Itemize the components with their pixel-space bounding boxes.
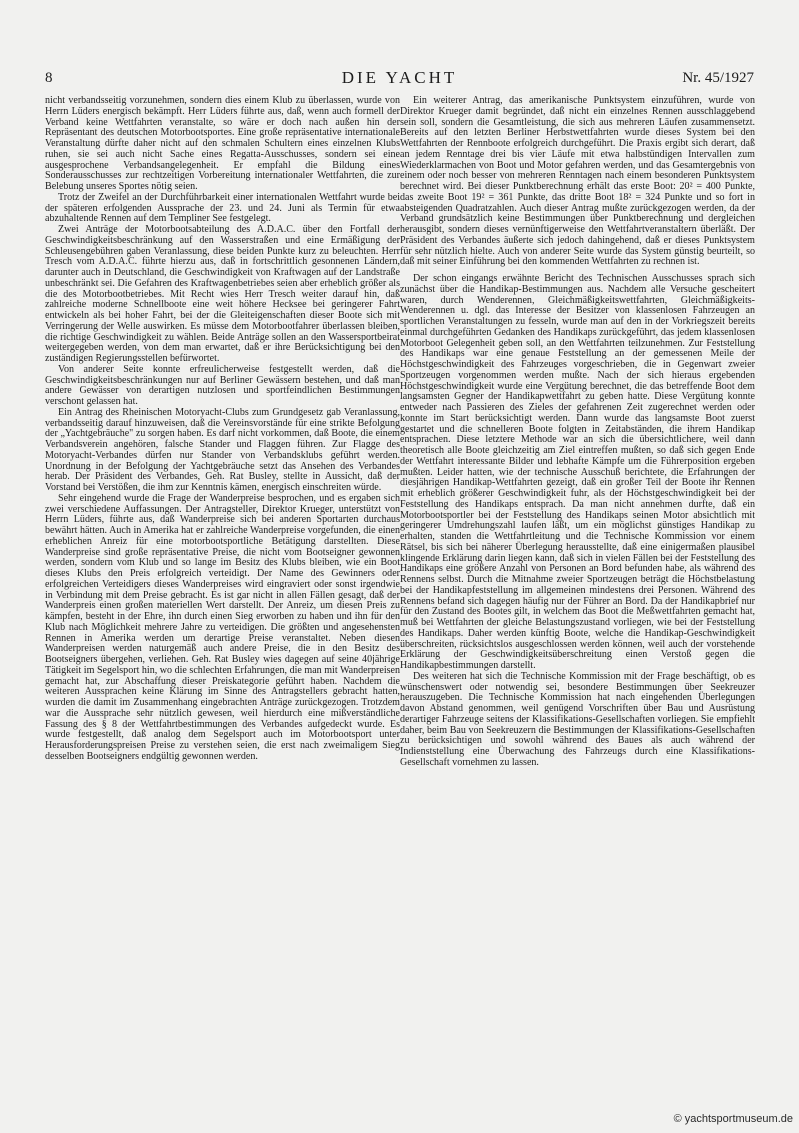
paragraph: Trotz der Zweifel an der Durchführbarkeit einer internationalen Wettfahrt wurde bei der späteren erfolgenden Aussprache der 23. und 24. Juni als Termin für etwa abzuhaltende Rennen auf dem Templiner See festgelegt. [45,191,400,225]
paragraph: Sehr eingehend wurde die Frage der Wanderpreise besprochen, und es ergaben sich zwei verschiedene Auffassungen. Der Antragsteller, Direktor Krueger, unterstützt von Herrn Lüders, führte aus, daß Wanderpreise sich bei anderen Sportarten durchaus bewährt hätten. Auch in Amerika hat er zahlreiche Wanderpreise vorgefunden, die einen erheblichen Anreiz für eine motorbootsportliche Betätigung darstellten. Diese Wanderpreise sind große repräsentative Preise, die nicht vom Bootseigner gewonnen werden, sondern vom Klub und so lange im Besitz des Klubs bleiben, wie ein Boot dieses Klubs den Preis erfolgreich verteidigt. Der Name des Gewinners oder erfolgreichen Verteidigers dieses Wanderpreises wird eingraviert oder sonst irgendwie in Verbindung mit dem Preise gebracht. Es ist gar nicht in allen Fällen gesagt, daß der Wanderpreis einen großen materiellen Wert darstellt. Der Anreiz, um diesen Preis zu kämpfen, besteht in der Ehre, ihn durch einen Sieg erworben zu haben und ihn für den Klub nach Möglichkeit mehrere Jahre zu verteidigen. Die größten und angesehensten Rennen in Amerika werden um derartige Preise veranstaltet. Neben diesen Wanderpreisen werden naturgemäß auch andere Preise, die in den Besitz des Bootseigners übergehen, verliehen. Geh. Rat Busley wies dagegen auf seine 40jährige Tätigkeit im Segelsport hin, wo die schlechten Erfahrungen, die man mit Wanderpreisen gemacht hat, zur Abschaffung dieser Preiskategorie geführt haben. Nachdem die weiteren Aussprachen keine Klärung im Sinne des Antragstellers gebracht hatten, wurden die damit im Zusammenhang eingebrachten Anträge zurückgezogen. Trotzdem war die Aussprache sehr nützlich gewesen, weil hierdurch eine mißverständliche Fassung des § 8 der Wettfahrtbestimmungen des Verbandes aufgedeckt wurde. Es wurde festgestellt, daß analog dem Segelsport auch im Motorbootsport unter Herausforderungspreisen Preise zu verstehen seien, die erst nach zweimaligem Sieg desselben Bootseigners endgültig gewonnen werden. [45,492,400,762]
paragraph: Von anderer Seite konnte erfreulicherweise festgestellt werden, daß die Geschwindigkeitsbeschränkungen nur auf Berliner Gewässern bestehen, und daß man andere Gewässer von derartigen nutzlosen und sportfeindlichen Bestimmungen verschont gelassen hat. [45,363,400,407]
copyright-watermark: © yachtsportmuseum.de [673,1113,793,1125]
paragraph: nicht verbandsseitig vorzunehmen, sondern dies einem Klub zu überlassen, wurde von Herrn Lüders energisch bekämpft. Herr Lüders führte aus, daß, wenn auch formell der Verband keine Wettfahrten veranstalte, so wäre er doch nach außen hin der Repräsentant des deutschen Motorbootsportes. Eine große repräsentative internationale Veranstaltung dürfte daher nicht auf den schmalen Schultern eines einzelnen Klubs ruhen, sie sei auch nicht Sache eines Regatta-Ausschusses, sondern sei eine ausgesprochene Verbandsangelegenheit. Er empfahl die Bildung eines Sonderausschusses zur rechtzeitigen Vorbereitung internationaler Wettfahrten, die zur Belebung unseres Sportes nötig seien. [45,95,400,192]
paragraph: Des weiteren hat sich die Technische Kommission mit der Frage beschäftigt, ob es wünschenswert oder notwendig sei, besondere Bestimmungen über Seekreuzer herauszugeben. Die Technische Kommission hat nach eingehenden Überlegungen davon Abstand genommen, weil genügend Vorschriften über Bau und Ausrüstung derartiger Fahrzeuge seitens der Klassifikations-Gesellschaften vorliegen. Sie empfiehlt daher, beim Bau von Seekreuzern die Bestimmungen der Klassifikations-Gesellschaften zu berücksichtigen und sowohl während des Baues als auch während der Indienststellung eine Überwachung des Fahrzeugs durch eine Klassifikations-Gesellschaft vornehmen zu lassen. [400,670,755,768]
paragraph: Ein Antrag des Rheinischen Motoryacht-Clubs zum Grundgesetz gab Veranlassung, verbandsseitig darauf hinzuweisen, daß die Vereinsvorstände für eine strikte Befolgung der „Yachtgebräuche" zu sorgen haben. Es darf nicht vorkommen, daß Boote, die einem Verbandsverein angehören, falsche Stander und Flaggen führen. Zur Flagge des Motoryacht-Verbandes dürfen nur Stander von Verbandsklubs geführt werden. Unordnung in der Befolgung der Yachtgebräuche setzt das Ansehen des Verbandes herab. Der Präsident des Verbandes, Geh. Rat Busley, stellte in Aussicht, daß der Vorstand bei Verstößen, die ihm zur Kenntnis kämen, energisch einschreiten würde. [45,406,400,493]
paragraph: Der schon eingangs erwähnte Bericht des Technischen Ausschusses sprach sich zunächst über die Handikap-Bestimmungen aus. Nachdem alle Versuche gescheitert waren, durch Wenderennen, Gleichmäßigkeitswettfahrten, Gleichmäßigkeits-Wenderennen u. dgl. das Interesse der Besitzer von klassenlosen Fahrzeugen an sportlichen Veranstaltungen zu fesseln, wurde man auf den in der Vorkriegszeit bereits einmal durchgeführten Gedanken des Handikaps zurückgeführt, das jedem klassenlosen Motorboot Gelegenheit geben soll, an den Wettfahrten teilzunehmen. Zur Feststellung des Handikaps war eine genaue Feststellung an der gemessenen Meile der Höchstgeschwindigkeit des Fahrzeuges vorgeschrieben, die in Gegenwart zweier Sportzeugen vorgenommen werden mußte. Nach der sich hieraus ergebenden Höchstgeschwindigkeit wurde eine Vergütung berechnet, die das betreffende Boot dem langsamsten Gegner der Handikapwettfahrt zu geben hatte. Diese Vergütung konnte entweder nach Passieren des Zieles der gefahrenen Zeit zugerechnet werden oder konnte im Start berücksichtigt werden. Dann wurde das langsamste Boot zuerst gestartet und die schnelleren Boote folgten in Zeitabständen, die ihrem Handikap entsprachen. Diese letztere Methode war an sich die übersichtlichere, weil dann theoretisch alle Boote gleichzeitig am Ziel eintreffen mußten, so daß sich gegen Ende der Wettfahrt interessante Bilder und lebhafte Kämpfe um die Führerposition ergeben mußten. Leider hatten, wie der technische Ausschuß berichtete, die Erfahrungen der diesjährigen Handikap-Wettfahrten gezeigt, daß ein großer Teil der Boote ihr Rennen mit erheblich größerer Geschwindigkeit fuhr, als der Höchstgeschwindigkeit bei der Feststellung des Handikaps entsprach. Da man nicht annehmen durfte, daß ein Motorbootsportler bei der Feststellung des Handikaps seinen Motor absichtlich mit geringerer Umdrehungszahl laufen läßt, um ein möglichst günstiges Handikap zu erhalten, standen die Wettfahrtleitung und die Technische Kommission vor einem Rätsel, bis sich bei näherer Überlegung herausstellte, daß eine einigermaßen plausibel klingende Erklärung darin liegen kann, daß sich in vielen Fällen bei der Feststellung des Handikaps eine größere Anzahl von Personen an Bord befunden habe, als während des Rennens selbst. Durch die Mitnahme zweier Sportzeugen beträgt die Höchstbelastung bei der Handikapfeststellung im allgemeinen mindestens drei Personen. Während des Rennens befand sich dagegen häufig nur der Führer an Bord. Da der Handikapbrief nur für den Zustand des Bootes gilt, in welchem das Boot die Meßwettfahrten gemacht hat, muß bei Wettfahrten der gleiche Belastungszustand vorliegen, wie bei der Feststellung des Handikaps. Daher werden künftig Boote, welche die Handikap-Geschwindigkeit überschreiten, rücksichtslos ausgeschlossen werden können, weil auch der vorstehende Erklärung der Geschwindigkeitsüberschreitung einen Verstoß gegen die Handikapbestimmungen darstellt. [400,273,755,671]
left-column [45,96,400,763]
page-number: 8 [45,70,53,86]
issue-number: Nr. 45/1927 [682,70,754,86]
right-column [400,96,755,769]
running-header [45,70,754,94]
paragraph: Ein weiterer Antrag, das amerikanische Punktsystem einzuführen, wurde von Direktor Krueger damit begründet, daß nicht ein einzelnes Rennen ausschlaggebend sein soll, sondern die Gesamtleistung, die sich aus mehreren Läufen zusammensetzt. Bereits auf den letzten Berliner Herbstwettfahrten wurde dieses System bei den Wettfahrten der Rennboote erfolgreich durchgeführt. Die Praxis ergibt sich derart, daß an jedem Renntage drei bis vier Läufe mit etwa halbstündigen Intervallen zum Wiederklarmachen von Boot und Motor gefahren werden, und das Gesamtergebnis von einem oder noch besser von mehreren Renntagen nach einem besonderen Punktsystem berechnet wird. Bei dieser Punktberechnung erhält das erste Boot: 20² = 400 Punkte, das zweite Boot 19² = 361 Punkte, das dritte Boot 18² = 324 Punkte und so fort in absteigenden Quadratzahlen. Auch dieser Antrag mußte zurückgezogen werden, da der Verband grundsätzlich keine Bestimmungen über Punktberechnung und dergleichen herausgibt, sondern dieses vernünftigerweise den Wettfahrtveranstaltern überläßt. Der Präsident des Verbandes äußerte sich jedoch dahingehend, daß er dieses Punktsystem für sehr nützlich hielte. Auch von anderer Seite wurde das System günstig beurteilt, so daß mit seiner Einführung bei den kommenden Wettfahrten zu rechnen ist. [400,95,755,268]
magazine-title: DIE YACHT [341,68,458,87]
paragraph: Zwei Anträge der Motorbootsabteilung des A.D.A.C. über den Fortfall der Geschwindigkeitsbeschränkung auf den Wasserstraßen und eine Ermäßigung der Schleusengebühren gaben Veranlassung, diese beiden Punkte kurz zu beleuchten. Herr Tresch vom A.D.A.C. führte hierzu aus, daß in fortschrittlich gesonnenen Ländern, darunter auch in Deutschland, die Geschwindigkeit von Kraftwagen auf der Landstraße unbeschränkt sei. Die Gefahren des Kraftwagenbetriebes seien aber erheblich größer als die des Motorbootbetriebes. Mit Recht wies Herr Tresch weiter darauf hin, daß zahlreiche moderne Schnellboote eine weit höhere Hecksee bei geringerer Fahrt entwickeln als bei hoher Fahrt, bei der die Gleiteigenschaften dieser Boote sich mit Verringerung der Welle auswirken. Es müsse dem Motorbootfahrer überlassen bleiben, die richtige Geschwindigkeit zu wählen. Beide Anträge sollen an den Wassersportbeirat weitergegeben werden, von dem man erwartet, daß er ihre Berücksichtigung bei den zuständigen Regierungsstellen befürwortet. [45,224,400,364]
